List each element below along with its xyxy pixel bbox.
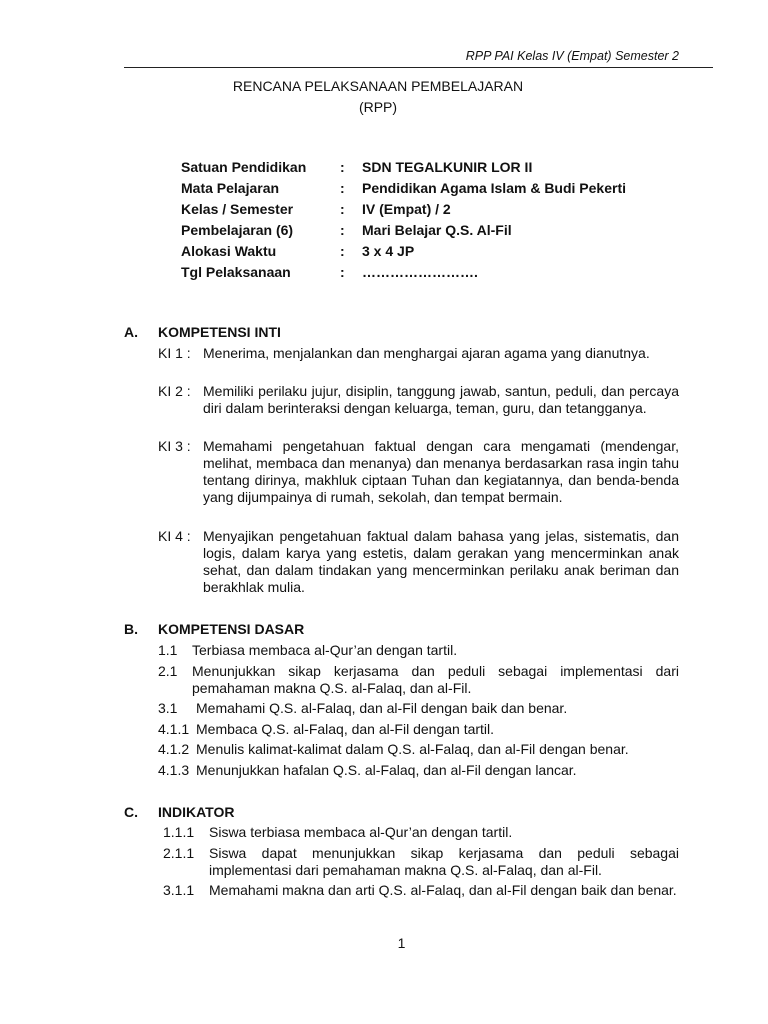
kd-text: Terbiasa membaca al-Qur’an dengan tartil. <box>192 642 458 658</box>
indicator-text: Siswa terbiasa membaca al-Qur’an dengan tartil. <box>209 824 513 840</box>
kd-text: Memahami Q.S. al-Falaq, dan al-Fil dengan baik dan benar. <box>196 700 568 716</box>
kd-number: 1.1 <box>158 642 178 658</box>
ki-label: KI 2 : <box>158 383 191 399</box>
indicator-text: Siswa dapat menunjukkan sikap kerjasama dan peduli sebagai implementasi dari pemahaman makna Q.S. al-Falaq, dan al-Fil. <box>209 845 679 878</box>
kd-item-3-1 <box>158 700 679 717</box>
info-label: Tgl Pelaksanaan <box>181 264 291 280</box>
section-letter: A. <box>124 324 138 340</box>
section-letter: C. <box>124 804 138 820</box>
info-value: 3 x 4 JP <box>362 243 415 259</box>
info-colon: : <box>340 264 345 280</box>
ki-item-4 <box>158 528 679 596</box>
kd-item-4-1-2 <box>158 741 679 758</box>
info-colon: : <box>340 159 345 175</box>
kd-text: Menunjukkan sikap kerjasama dan peduli sebagai implementasi dari pemahaman makna Q.S. al-Falaq, dan al-Fil. <box>192 663 679 696</box>
ki-item-1 <box>158 345 679 362</box>
info-colon: : <box>340 180 345 196</box>
kd-text: Menunjukkan hafalan Q.S. al-Falaq, dan al-Fil dengan lancar. <box>196 762 577 778</box>
info-value: Pendidikan Agama Islam & Budi Pekerti <box>362 180 627 196</box>
section-title: KOMPETENSI INTI <box>158 324 281 340</box>
info-label: Kelas / Semester <box>181 201 294 217</box>
kd-number: 2.1 <box>158 663 178 679</box>
section-title: INDIKATOR <box>158 804 235 820</box>
title-line-1: RENCANA PELAKSANAAN PEMBELAJARAN <box>232 78 524 94</box>
indicator-number: 2.1.1 <box>163 845 195 861</box>
info-label: Pembelajaran (6) <box>181 222 294 238</box>
section-letter: B. <box>124 621 138 637</box>
header-rule <box>124 67 713 68</box>
kd-number: 4.1.1 <box>158 721 190 737</box>
indicator-item-2-1-1 <box>163 845 679 879</box>
ki-text: Memiliki perilaku jujur, disiplin, tanggung jawab, santun, peduli, dan percaya diri dalam berinteraksi dengan keluarga, teman, guru, dan tetangganya. <box>203 383 679 416</box>
info-colon: : <box>340 201 345 217</box>
info-value: ……………………. <box>362 264 478 280</box>
ki-label: KI 1 : <box>158 345 191 361</box>
ki-text: Memahami pengetahuan faktual dengan cara mengamati (mendengar, melihat, membaca dan menanya) dan menanya berdasarkan rasa ingin tahu tentang dirinya, makhluk ciptaan Tuhan dan kegiatannya, dan benda-benda yang dijumpainya di rumah, sekolah, dan tempat bermain. <box>203 438 679 505</box>
info-value: SDN TEGALKUNIR LOR II <box>362 159 533 175</box>
indicator-item-3-1-1 <box>163 882 679 899</box>
kd-item-4-1-1 <box>158 721 679 738</box>
kd-number: 4.1.2 <box>158 741 190 757</box>
info-value: IV (Empat) / 2 <box>362 201 451 217</box>
info-colon: : <box>340 222 345 238</box>
info-label: Mata Pelajaran <box>181 180 280 196</box>
indicator-item-1-1-1 <box>163 824 679 841</box>
kd-text: Menulis kalimat-kalimat dalam Q.S. al-Falaq, dan al-Fil dengan benar. <box>196 741 629 757</box>
kd-number: 3.1 <box>158 700 178 716</box>
kd-item-1-1 <box>158 642 679 659</box>
info-label: Alokasi Waktu <box>181 243 277 259</box>
ki-label: KI 4 : <box>158 528 191 544</box>
kd-number: 4.1.3 <box>158 762 190 778</box>
ki-item-2 <box>158 383 679 417</box>
page-number: 1 <box>397 935 406 951</box>
info-value: Mari Belajar Q.S. Al-Fil <box>362 222 512 238</box>
info-label: Satuan Pendidikan <box>181 159 307 175</box>
kd-text: Membaca Q.S. al-Falaq, dan al-Fil dengan tartil. <box>196 721 495 737</box>
info-colon: : <box>340 243 345 259</box>
ki-text: Menerima, menjalankan dan menghargai ajaran agama yang dianutnya. <box>203 345 650 361</box>
document-title <box>124 76 632 118</box>
kd-item-2-1 <box>158 663 679 697</box>
indicator-number: 3.1.1 <box>163 882 195 898</box>
ki-item-3 <box>158 438 679 506</box>
kd-item-4-1-3 <box>158 762 679 779</box>
indicator-number: 1.1.1 <box>163 824 195 840</box>
indicator-text: Memahami makna dan arti Q.S. al-Falaq, dan al-Fil dengan baik dan benar. <box>209 882 677 898</box>
running-header: RPP PAI Kelas IV (Empat) Semester 2 <box>465 49 679 63</box>
title-line-2: (RPP) <box>358 99 398 115</box>
section-title: KOMPETENSI DASAR <box>158 621 305 637</box>
ki-text: Menyajikan pengetahuan faktual dalam bahasa yang jelas, sistematis, dan logis, dalam karya yang estetis, dalam gerakan yang mencerminkan anak sehat, dan dalam tindakan yang mencerminkan perilaku anak beriman dan berakhlak mulia. <box>203 528 679 595</box>
ki-label: KI 3 : <box>158 438 191 454</box>
